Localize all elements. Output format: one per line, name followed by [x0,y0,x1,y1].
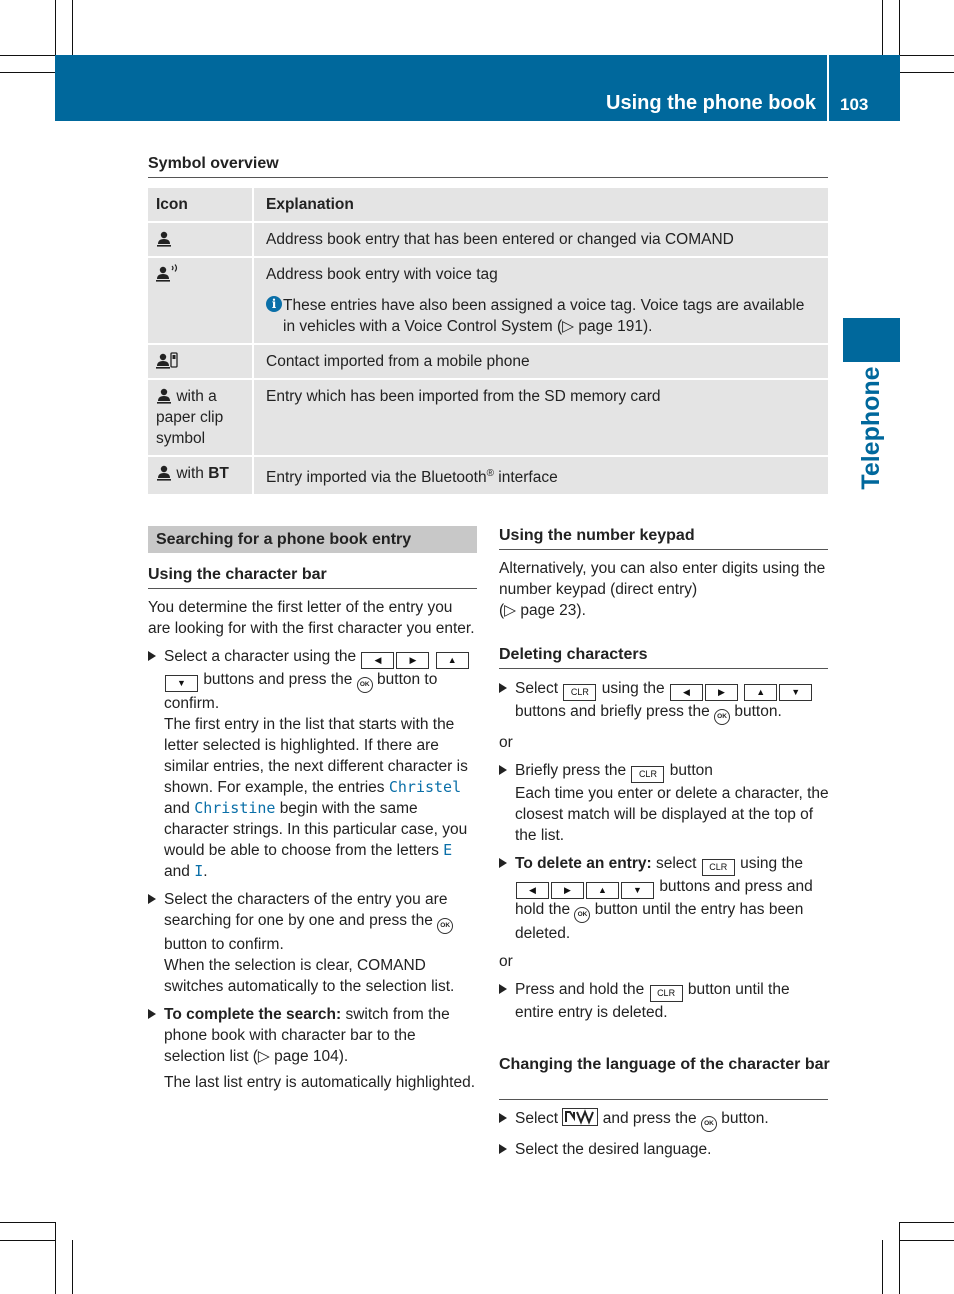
list-item: Select the characters of the entry you are searching for one by one and press the OK button to confirm. When the selection is clear, COMAND switches automatically to the selection list. [148,889,479,997]
crop-mark [0,72,55,73]
language-flag-icon [562,1108,598,1126]
up-arrow-button-icon: ▲ [436,652,469,669]
explanation-cell: Address book entry with voice tag [266,266,498,283]
ok-button-icon: OK [437,918,453,934]
list-item: Select and press the OK button. [499,1108,830,1132]
ok-button-icon: OK [357,677,373,693]
up-arrow-button-icon: ▲ [586,882,619,899]
right-arrow-button-icon: ▶ [705,684,738,701]
subsection-heading: Using the character bar [148,566,327,583]
heading-rule [148,588,477,589]
crop-mark [55,0,56,55]
example-letter: E [443,841,453,859]
explanation-cell: Entry imported via the Bluetooth® interface [252,457,828,494]
voice-tag-icon [156,264,182,282]
crop-mark [882,0,883,55]
bullet-arrow-icon [499,1144,507,1154]
crop-mark [72,0,73,55]
bullet-arrow-icon [148,651,156,661]
clr-button-icon: CLR [702,859,735,876]
list-item: Briefly press the CLR button Each time you enter or delete a character, the closest match will be displayed at the top of the list. [499,760,830,846]
section-band: Searching for a phone book entry [148,526,477,553]
example-letter: I [194,862,204,880]
list-item: Select a character using the ◀ ▶ ▲▼ buttons and press the OK button to confirm. The first entry in the list that starts with the letter selected is highlighted. If there are similar entries, the next different character is shown. For example, the entries Christel and Christine begin with the same character strings. In this particular case, you would be able to choose from the letters E and I. [148,646,479,882]
crop-mark [900,55,954,56]
up-arrow-button-icon: ▲ [744,684,777,701]
heading-rule [148,177,828,178]
symbol-overview-heading: Symbol overview [148,155,279,172]
col-explanation-header: Explanation [252,188,828,221]
subsection-heading: Deleting characters [499,646,648,663]
right-arrow-button-icon: ▶ [551,882,584,899]
left-arrow-button-icon: ◀ [361,652,394,669]
col-icon-header: Icon [148,188,252,221]
list-item: Select CLR using the ◀ ▶ ▲ ▼ buttons and briefly press the OK button. [499,678,830,725]
list-item: To complete the search: switch from the phone book with character bar to the selection list (▷ page 104). The last list entry is automatically highlighted. [148,1004,479,1093]
example-entry: Christel [388,778,462,796]
down-arrow-button-icon: ▼ [165,675,198,692]
crop-mark [0,55,55,56]
crop-mark [72,1240,73,1294]
list-item: Select the desired language. [499,1139,830,1160]
header-divider [827,55,829,121]
table-row [148,345,828,378]
table-row [148,380,828,455]
bullet-arrow-icon [499,858,507,868]
list-item: Press and hold the CLR button until the entire entry is deleted. [499,979,830,1023]
bullet-arrow-icon [148,1009,156,1019]
bullet-arrow-icon [499,683,507,693]
symbol-table [148,186,828,496]
crop-mark [0,1222,55,1223]
info-note [266,295,820,337]
right-column-bottom [499,1108,830,1167]
left-arrow-button-icon: ◀ [516,882,549,899]
right-column-middle [499,678,830,1030]
person-icon [156,388,172,404]
page-title: Using the phone book [606,92,816,114]
crop-mark [882,1240,883,1294]
subsection-heading: Changing the language of the character bar [499,1056,830,1073]
crop-mark [900,1240,954,1241]
ok-button-icon: OK [574,907,590,923]
crop-mark [899,1222,900,1294]
table-row: with BT Entry imported via the Bluetooth® interface [148,457,828,494]
clr-button-icon: CLR [631,766,664,783]
heading-rule [499,549,828,550]
crop-mark [899,0,900,55]
crop-mark [900,1222,954,1223]
heading-rule [499,1099,828,1100]
left-arrow-button-icon: ◀ [670,684,703,701]
subsection-heading: Using the number keypad [499,527,695,544]
right-column-top [499,558,830,621]
info-note-text: These entries have also been assigned a voice tag. Voice tags are available in vehicles with a Voice Control System (▷ page 191). [283,297,805,335]
clr-button-icon: CLR [563,684,596,701]
bullet-arrow-icon [499,1113,507,1123]
explanation-cell: Address book entry that has been entered or changed via COMAND [252,223,828,256]
crop-mark [0,1240,55,1241]
example-entry: Christine [194,799,276,817]
crop-mark [900,72,954,73]
bullet-arrow-icon [148,894,156,904]
crop-mark [55,1222,56,1294]
explanation-cell: Entry which has been imported from the SD memory card [252,380,828,455]
side-tab-marker [843,318,900,362]
list-item: To delete an entry: select CLR using the ◀ ▶ ▲ ▼ buttons and press and hold the OK button until the entry has been deleted. [499,853,830,944]
bullet-arrow-icon [499,984,507,994]
page-number: 103 [840,95,869,114]
bullet-arrow-icon [499,765,507,775]
explanation-cell: Contact imported from a mobile phone [252,345,828,378]
person-icon [156,231,172,247]
side-tab-label: Telephone [857,366,885,490]
right-arrow-button-icon: ▶ [396,652,429,669]
table-row [148,223,828,256]
keypad-paragraph: Alternatively, you can also enter digits using the number keypad (direct entry) (▷ page 23). [499,560,826,619]
or-separator: or [499,953,513,970]
table-header-row [148,188,828,221]
person-icon [156,465,172,481]
bt-label: BT [208,465,229,482]
table-row [148,258,828,343]
intro-paragraph: You determine the first letter of the entry you are looking for with the first character you enter. [148,599,475,637]
clr-button-icon: CLR [650,985,683,1002]
or-separator: or [499,734,513,751]
left-column [148,597,479,1100]
heading-rule [499,668,828,669]
icon-description: with a paper clip symbol [156,388,224,447]
ok-button-icon: OK [701,1116,717,1132]
down-arrow-button-icon: ▼ [621,882,654,899]
mobile-phone-icon [156,351,180,369]
info-icon: i [266,296,282,312]
ok-button-icon: OK [714,709,730,725]
down-arrow-button-icon: ▼ [779,684,812,701]
